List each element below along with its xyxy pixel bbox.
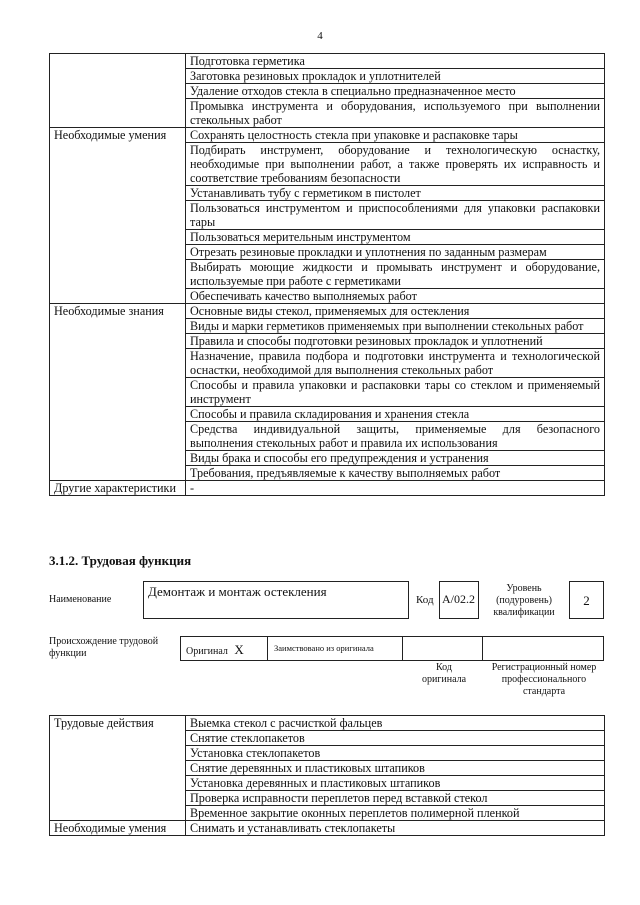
table-cell: Средства индивидуальной защиты, применяемые для безопасного выполнения стекольных работ и правила их использования [186,422,605,451]
section-title: 3.1.2. Трудовая функция [49,553,192,568]
table-cell: Заготовка резиновых прокладок и уплотнителей [186,69,605,84]
table-cell: Временное закрытие оконных переплетов полимерной пленкой [186,806,605,821]
row-label-knowledge: Необходимые знания [50,304,186,481]
level-label: Уровень (подуровень) квалификации [493,583,555,618]
page-number: 4 [317,30,323,42]
table-cell: Промывка инструмента и оборудования, используемого при выполнении стекольных работ [186,99,605,128]
table-cell: Правила и способы подготовки резиновых прокладок и уплотнений [186,334,605,349]
code-original-field [402,636,483,661]
table-cell: Удаление отходов стекла в специально предназначенное место [186,84,605,99]
row-label-skills: Необходимые умения [50,821,186,836]
actions-table [49,715,605,836]
table-cell: Пользоваться мерительным инструментом [186,230,605,245]
code-field: А/02.2 [439,581,479,619]
table-cell: Сохранять целостность стекла при упаковке и распаковке тары [186,128,605,143]
original-mark: X [234,642,244,657]
table-cell: Установка стеклопакетов [186,746,605,761]
table-cell: Основные виды стекол, применяемых для остекления [186,304,605,319]
name-label: Наименование [49,594,112,605]
table-cell: Снятие стеклопакетов [186,731,605,746]
table-cell: Проверка исправности переплетов перед вставкой стекол [186,791,605,806]
origin-label: Происхождение трудовой функции [49,636,159,659]
table-cell: Назначение, правила подбора и подготовки инструмента и технологической оснастки, необходимой для выполнения стекольных работ [186,349,605,378]
table-cell: Выбирать моющие жидкости и промывать инструмент и оборудование, используемые при работе с герметиками [186,260,605,289]
table-cell: Установка деревянных и пластиковых штапиков [186,776,605,791]
table-cell: Виды и марки герметиков применяемых при выполнении стекольных работ [186,319,605,334]
level-field: 2 [569,581,604,619]
table-cell: Пользоваться инструментом и приспособлениями для упаковки распаковки тары [186,201,605,230]
borrowed-cell: Заимствовано из оригинала [267,636,403,661]
table-cell: Виды брака и способы его предупреждения и устранения [186,451,605,466]
table-cell: Способы и правила складирования и хранения стекла [186,407,605,422]
function-name-field: Демонтаж и монтаж остекления [143,581,409,619]
row-label-empty [50,54,186,128]
table-cell: Подбирать инструмент, оборудование и технологическую оснастку, необходимые при выполнении работ, а также проверять их исправность и соответствие требованиям безопасности [186,143,605,186]
reg-number-caption: Регистрационный номер профессионального стандарта [491,662,597,697]
requirements-table [49,53,605,496]
code-original-caption: Код оригинала [421,662,467,685]
table-cell: Обеспечивать качество выполняемых работ [186,289,605,304]
row-label-other: Другие характеристики [50,481,186,496]
original-label: Оригинал [186,646,228,657]
reg-number-field [482,636,604,661]
table-cell: Подготовка герметика [186,54,605,69]
table-cell: - [186,481,605,496]
table-cell: Отрезать резиновые прокладки и уплотнения по заданным размерам [186,245,605,260]
table-cell: Выемка стекол с расчисткой фальцев [186,716,605,731]
table-cell: Снятие деревянных и пластиковых штапиков [186,761,605,776]
table-cell: Снимать и устанавливать стеклопакеты [186,821,605,836]
table-cell: Устанавливать тубу с герметиком в пистолет [186,186,605,201]
row-label-actions: Трудовые действия [50,716,186,821]
table-cell: Способы и правила упаковки и распаковки тары со стеклом и применяемый инструмент [186,378,605,407]
table-cell: Требования, предъявляемые к качеству выполняемых работ [186,466,605,481]
row-label-skills: Необходимые умения [50,128,186,304]
original-cell [180,636,268,661]
code-label: Код [416,594,434,606]
